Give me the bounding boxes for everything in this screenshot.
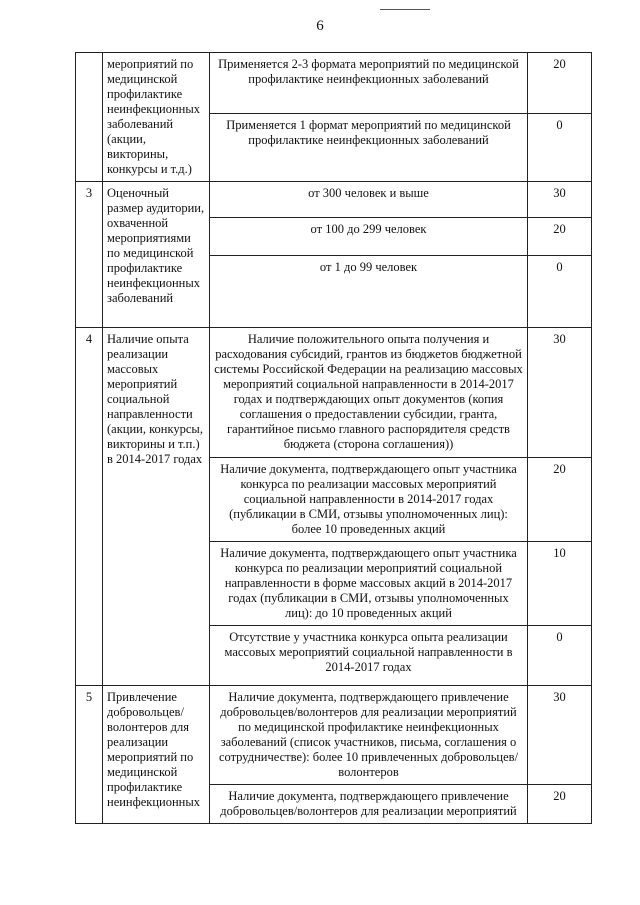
option-score: 0 (528, 626, 592, 686)
option-text: от 1 до 99 человек (210, 256, 528, 328)
criterion-number (76, 53, 103, 182)
criteria-table (75, 52, 592, 824)
option-text: от 300 человек и выше (210, 182, 528, 218)
option-score: 20 (528, 53, 592, 114)
criterion-name: мероприятий по медицинской профилактике неинфекционных заболеваний (акции, викторины, конкурсы и т.д.) (103, 53, 210, 182)
page-number: 6 (316, 18, 324, 34)
top-edge-mark (380, 9, 430, 10)
criterion-name: Оценочный размер аудитории, охваченной мероприятиями по медицинской профилактике неинфекционных заболеваний (103, 182, 210, 328)
option-text: Применяется 2-3 формата мероприятий по медицинской профилактике неинфекционных заболеваний (210, 53, 528, 114)
option-text: Наличие документа, подтверждающего привлечение добровольцев/волонтеров для реализации мероприятий (210, 785, 528, 824)
option-score: 0 (528, 256, 592, 328)
option-score: 0 (528, 114, 592, 182)
criterion-number: 3 (76, 182, 103, 328)
option-text: Применяется 1 формат мероприятий по медицинской профилактике неинфекционных заболеваний (210, 114, 528, 182)
criterion-name: Наличие опыта реализации массовых мероприятий социальной направленности (акции, конкурсы, викторины и т.п.) в 2014-2017 годах (103, 328, 210, 686)
option-score: 30 (528, 328, 592, 458)
criterion-number: 5 (76, 686, 103, 824)
option-score: 20 (528, 218, 592, 256)
criterion-name: Привлечение добровольцев/ волонтеров для реализации мероприятий по медицинской профилактике неинфекционных (103, 686, 210, 824)
option-text: Отсутствие у участника конкурса опыта реализации массовых мероприятий социальной направленности в 2014-2017 годах (210, 626, 528, 686)
option-text: от 100 до 299 человек (210, 218, 528, 256)
criterion-number: 4 (76, 328, 103, 686)
option-text: Наличие положительного опыта получения и расходования субсидий, грантов из бюджетов бюджетной системы Российской Федерации на реализацию массовых мероприятий социальной направленности в 2014-2017 годах и подтверждающих опыт документов (копия соглашения о предоставлении субсидии, гранта, гарантийное письмо главного распорядителя средств бюджета (сторона соглашения)) (210, 328, 528, 458)
option-score: 30 (528, 686, 592, 785)
option-text: Наличие документа, подтверждающего опыт участника конкурса по реализации массовых мероприятий социальной направленности в 2014-2017 годах (публикации в СМИ, отзывы уполномоченных лиц): более 10 проведенных акций (210, 458, 528, 542)
option-text: Наличие документа, подтверждающего опыт участника конкурса по реализации мероприятий социальной направленности в форме массовых акций в 2014-2017 годах (публикации в СМИ, отзывы уполномоченных лиц): до 10 проведенных акций (210, 542, 528, 626)
option-score: 30 (528, 182, 592, 218)
option-text: Наличие документа, подтверждающего привлечение добровольцев/волонтеров для реализации мероприятий по медицинской профилактике неинфекционных заболеваний (список участников, письма, соглашения о сотрудничестве): более 10 привлеченных добровольцев/волонтеров (210, 686, 528, 785)
option-score: 20 (528, 785, 592, 824)
option-score: 20 (528, 458, 592, 542)
option-score: 10 (528, 542, 592, 626)
table-row (76, 328, 592, 458)
table-row (76, 182, 592, 218)
table-row (76, 686, 592, 785)
table-row (76, 53, 592, 114)
